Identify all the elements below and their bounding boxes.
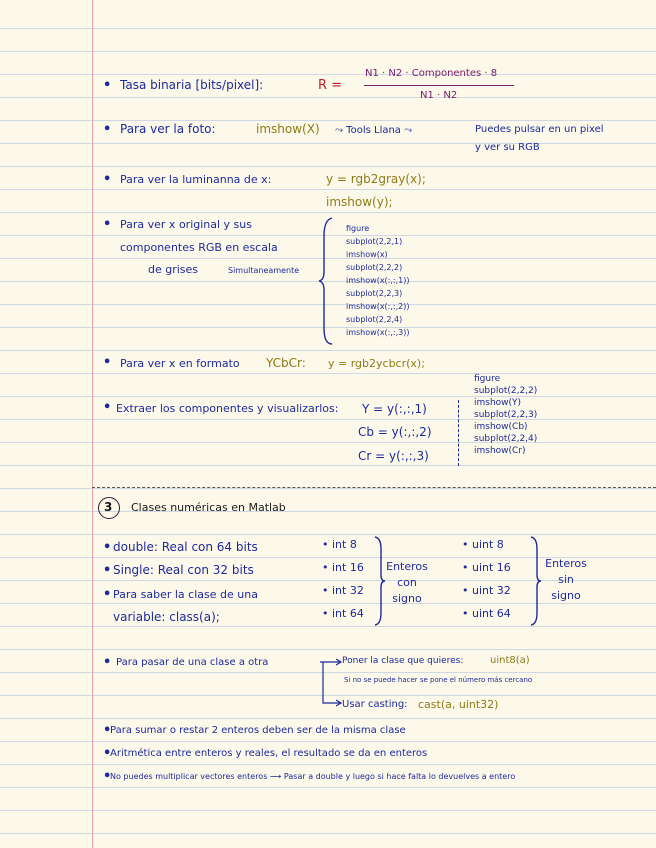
double-line: double: Real con 64 bits [113,540,258,554]
int-type-0: • int 8 [322,538,357,551]
code2-line-0: figure [474,374,501,384]
code-line-5: subplot(2,2,3) [346,289,403,298]
section-divider [92,487,656,488]
pasar-label: Para pasar de una clase a otra [116,657,269,668]
tasa-r: R = [318,78,343,93]
class-line-2: variable: class(a); [113,610,220,624]
original-line-2: componentes RGB en escala [120,241,278,254]
code-line-1: subplot(2,2,1) [346,237,403,246]
pasar-option-1-cmd: uint8(a) [490,655,530,666]
uint-type-1: • uint 16 [462,561,511,574]
tasa-numerator: N1 · N2 · Componentes · 8 [365,68,498,79]
foto-rest-2: y ver su RGB [475,142,540,153]
rule-1: Para sumar o restar 2 enteros deben ser de la misma clase [110,725,406,736]
luminance-cmd-1: y = rgb2gray(x); [326,172,426,186]
section-number: 3 [104,500,113,514]
bullet: • [103,217,112,232]
code-line-8: imshow(x(:,:,3)) [346,328,410,337]
single-line: Single: Real con 32 bits [113,563,254,577]
enteros-con-signo: Enteros con signo [386,560,428,605]
code-line-6: imshow(x(:,:,2)) [346,302,410,311]
code2-line-6: imshow(Cr) [474,446,526,456]
ycbcr-command: y = rgb2ycbcr(x); [328,357,425,370]
rule-2: Aritmética entre enteros y reales, el resultado se da en enteros [110,748,428,759]
pasar-note: Si no se puede hacer se pone el número más cercano [344,676,533,684]
original-line-3b: Simultaneamente [228,266,300,275]
code2-line-1: subplot(2,2,2) [474,386,538,396]
pasar-option-2-label: Usar casting: [342,699,408,710]
fraction-line [364,85,514,86]
int-type-1: • int 16 [322,561,364,574]
brace-uint [528,535,542,627]
code2-line-3: subplot(2,2,3) [474,410,538,420]
foto-label: Para ver la foto: [120,122,216,136]
uint-type-2: • uint 32 [462,584,511,597]
class-line-1: Para saber la clase de una [113,588,258,601]
code-line-2: imshow(x) [346,250,388,259]
code2-line-2: imshow(Y) [474,398,522,408]
section-title: Clases numéricas en Matlab [131,501,286,514]
code-line-7: subplot(2,2,4) [346,315,403,324]
uint-type-3: • uint 64 [462,607,511,620]
extract-label: Extraer los componentes y visualizarlos: [116,402,339,415]
extract-cb: Cb = y(:,:,2) [358,425,432,439]
page-margin-line [92,0,93,848]
luminance-label: Para ver la luminanna de x: [120,173,272,186]
pasar-option-1-label: Poner la clase que quieres: [342,656,464,666]
code-line-0: figure [346,224,370,233]
ycbcr-format: YCbCr: [266,356,306,370]
code-line-4: imshow(x(:,:,1)) [346,276,410,285]
pasar-option-2-cmd: cast(a, uint32) [418,698,499,711]
bullet: • [103,540,112,555]
ycbcr-label: Para ver x en formato [120,357,240,370]
code2-line-5: subplot(2,2,4) [474,434,538,444]
int-type-2: • int 32 [322,584,364,597]
code2-line-4: imshow(Cb) [474,422,528,432]
original-line-3: de grises [148,263,199,276]
brace-left [318,216,336,346]
bullet: • [103,655,112,670]
foto-command: imshow(X) [256,122,320,136]
extract-cr: Cr = y(:,:,3) [358,449,429,463]
bullet: • [103,400,112,415]
extract-y: Y = y(:,:,1) [362,402,427,416]
rule-3: No puedes multiplicar vectores enteros ⟶ Pasar a double y luego si hace falta lo devuelves a entero [110,772,516,781]
tasa-label: Tasa binaria [bits/pixel]: [120,78,264,92]
luminance-cmd-2: imshow(y); [326,195,393,209]
int-type-3: • int 64 [322,607,364,620]
foto-tools: ⤳ Tools Llana ⤳ [335,125,413,136]
original-line-1: Para ver x original y sus [120,218,252,231]
bullet: • [103,122,112,137]
code-line-3: subplot(2,2,2) [346,263,403,272]
bullet: • [103,723,112,738]
bullet: • [103,78,112,93]
enteros-sin-signo: Enteros sin signo [545,557,587,602]
separator [458,400,459,466]
foto-rest-1: Puedes pulsar en un pixel [475,124,604,135]
uint-type-0: • uint 8 [462,538,504,551]
bullet: • [103,563,112,578]
bullet: • [103,746,112,761]
bullet: • [103,769,112,784]
bullet: • [103,587,112,602]
bullet: • [103,355,112,370]
tasa-denominator: N1 · N2 [420,90,458,101]
bullet: • [103,172,112,187]
